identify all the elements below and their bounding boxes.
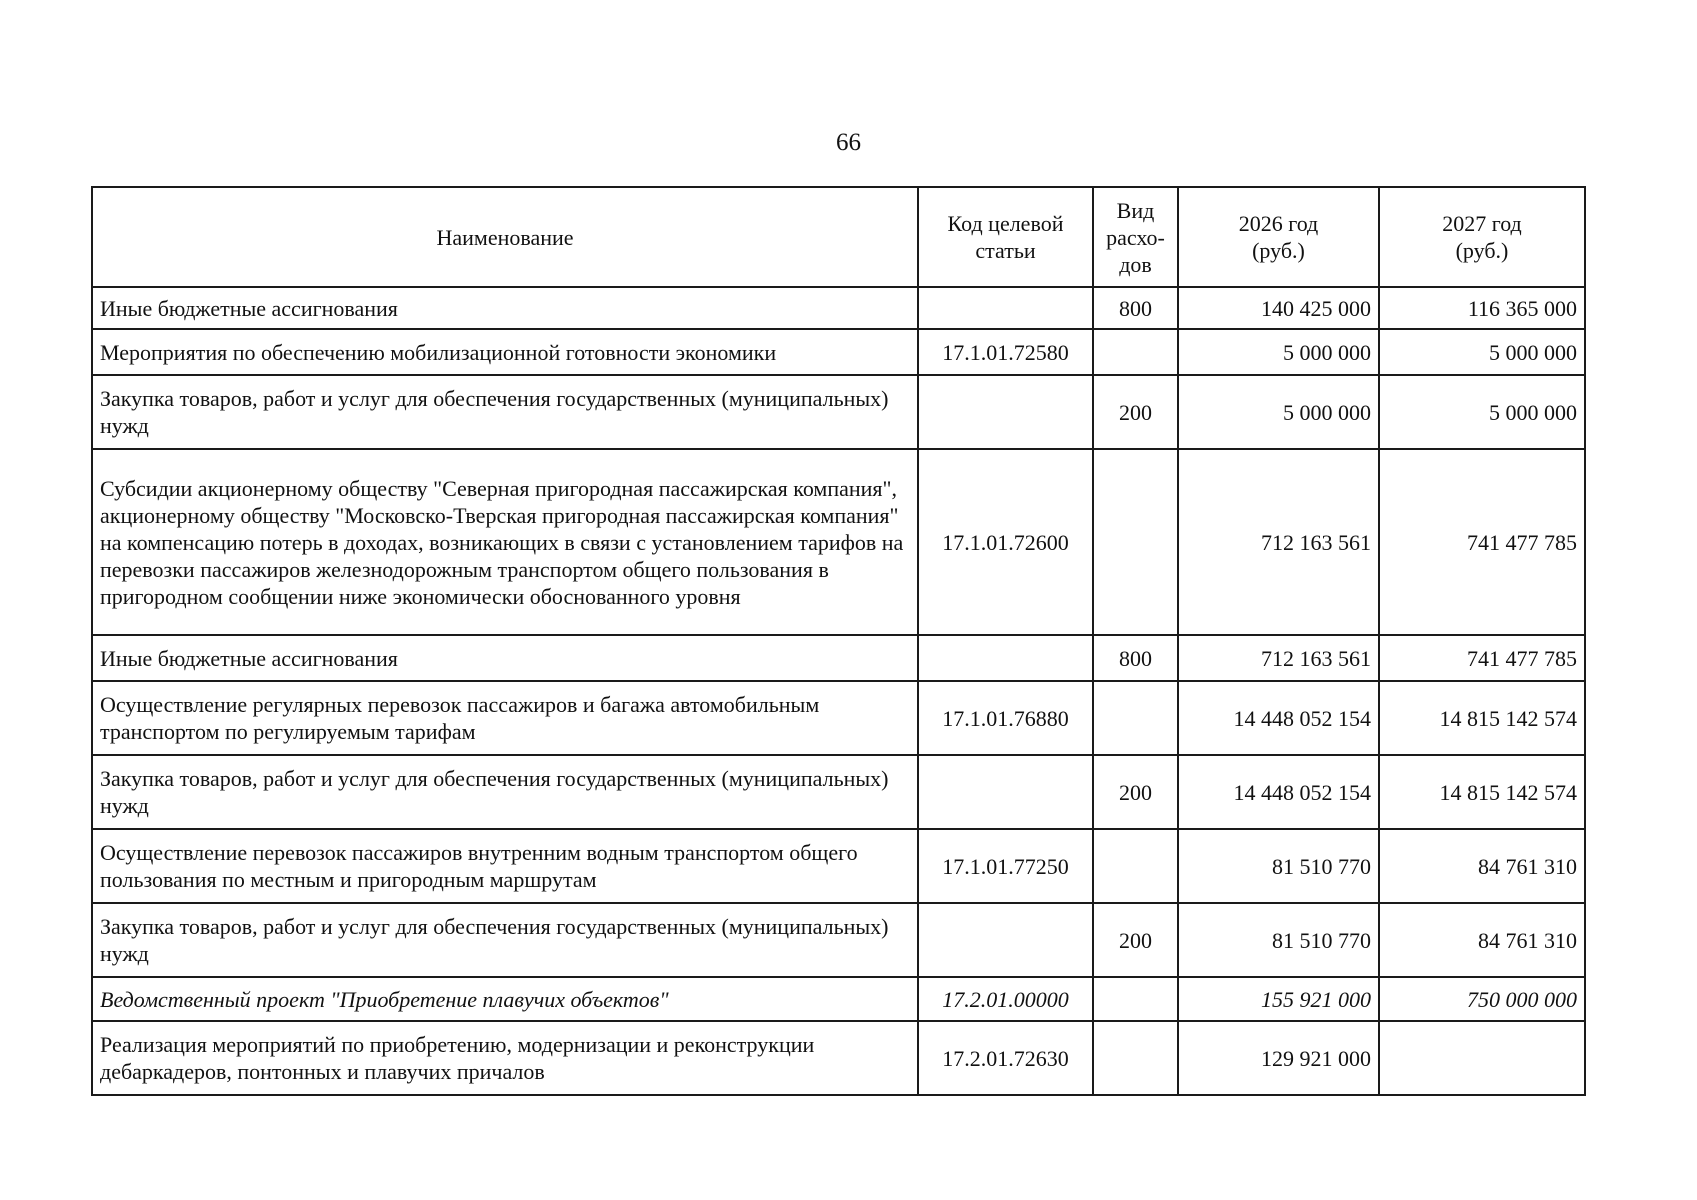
table-row	[92, 375, 1585, 449]
table-row	[92, 903, 1585, 977]
header-kind-line2: расхо-	[1106, 224, 1165, 250]
row-code	[918, 755, 1093, 829]
header-2027	[1379, 187, 1585, 287]
row-amount-2027: 116 365 000	[1379, 287, 1585, 329]
row-amount-2027: 750 000 000	[1379, 977, 1585, 1021]
row-amount-2026: 81 510 770	[1178, 903, 1379, 977]
table-header-row	[92, 187, 1585, 287]
row-amount-2026: 712 163 561	[1178, 449, 1379, 635]
table-row	[92, 449, 1585, 635]
header-2026-line2: (руб.)	[1252, 238, 1305, 263]
row-amount-2027	[1379, 1021, 1585, 1095]
row-name: Осуществление перевозок пассажиров внутренним водным транспортом общего пользования по местным и пригородным маршрутам	[92, 829, 918, 903]
table-row	[92, 287, 1585, 329]
row-kind: 800	[1093, 287, 1178, 329]
row-code: 17.1.01.76880	[918, 681, 1093, 755]
row-kind	[1093, 977, 1178, 1021]
row-amount-2026: 140 425 000	[1178, 287, 1379, 329]
row-amount-2026: 14 448 052 154	[1178, 681, 1379, 755]
row-name: Мероприятия по обеспечению мобилизационной готовности экономики	[92, 329, 918, 375]
row-amount-2027: 5 000 000	[1379, 329, 1585, 375]
budget-table	[91, 186, 1586, 1096]
row-code	[918, 903, 1093, 977]
row-code: 17.1.01.77250	[918, 829, 1093, 903]
row-kind: 800	[1093, 635, 1178, 681]
table-row	[92, 681, 1585, 755]
row-amount-2027: 14 815 142 574	[1379, 755, 1585, 829]
row-name: Субсидии акционерному обществу "Северная пригородная пассажирская компания", акционерному обществу "Московско-Тверская пригородная пассажирская компания" на компенсацию потерь в доходах, возникающих в связи с установлением тарифов на перевозки пассажиров железнодорожным транспортом общего пользования в пригородном сообщении ниже экономически обоснованного уровня	[92, 449, 918, 635]
table-row	[92, 635, 1585, 681]
header-kind	[1093, 187, 1178, 287]
row-amount-2026: 5 000 000	[1178, 329, 1379, 375]
table-row	[92, 829, 1585, 903]
row-amount-2026: 81 510 770	[1178, 829, 1379, 903]
row-amount-2027: 741 477 785	[1379, 449, 1585, 635]
header-2027-line1: 2027 год	[1442, 211, 1522, 236]
row-code: 17.1.01.72580	[918, 329, 1093, 375]
row-code: 17.2.01.00000	[918, 977, 1093, 1021]
row-name: Закупка товаров, работ и услуг для обеспечения государственных (муниципальных) нужд	[92, 903, 918, 977]
row-code	[918, 287, 1093, 329]
row-kind	[1093, 329, 1178, 375]
row-amount-2027: 14 815 142 574	[1379, 681, 1585, 755]
header-2026-line1: 2026 год	[1238, 211, 1319, 236]
header-code-line1: Код целевой	[947, 211, 1064, 236]
row-kind	[1093, 681, 1178, 755]
header-kind-line1: Вид	[1116, 197, 1155, 223]
row-code: 17.2.01.72630	[918, 1021, 1093, 1095]
row-amount-2026: 155 921 000	[1178, 977, 1379, 1021]
table-row	[92, 329, 1585, 375]
row-amount-2026: 5 000 000	[1178, 375, 1379, 449]
row-amount-2026: 14 448 052 154	[1178, 755, 1379, 829]
row-name: Иные бюджетные ассигнования	[92, 287, 918, 329]
row-kind	[1093, 829, 1178, 903]
row-code	[918, 375, 1093, 449]
row-kind: 200	[1093, 375, 1178, 449]
row-amount-2026: 712 163 561	[1178, 635, 1379, 681]
row-code: 17.1.01.72600	[918, 449, 1093, 635]
row-code	[918, 635, 1093, 681]
row-name: Закупка товаров, работ и услуг для обеспечения государственных (муниципальных) нужд	[92, 375, 918, 449]
row-kind: 200	[1093, 903, 1178, 977]
row-name: Иные бюджетные ассигнования	[92, 635, 918, 681]
row-name: Осуществление регулярных перевозок пассажиров и багажа автомобильным транспортом по регулируемым тарифам	[92, 681, 918, 755]
row-kind: 200	[1093, 755, 1178, 829]
row-kind	[1093, 449, 1178, 635]
table-row	[92, 977, 1585, 1021]
row-kind	[1093, 1021, 1178, 1095]
header-kind-line3: дов	[1119, 251, 1152, 277]
row-amount-2027: 84 761 310	[1379, 829, 1585, 903]
header-2026	[1178, 187, 1379, 287]
header-2027-line2: (руб.)	[1455, 238, 1509, 263]
header-code-line2: статьи	[975, 238, 1036, 263]
table-row	[92, 755, 1585, 829]
row-name: Ведомственный проект "Приобретение плавучих объектов"	[92, 977, 918, 1021]
row-amount-2026: 129 921 000	[1178, 1021, 1379, 1095]
row-name: Закупка товаров, работ и услуг для обеспечения государственных (муниципальных) нужд	[92, 755, 918, 829]
row-name: Реализация мероприятий по приобретению, модернизации и реконструкции дебаркадеров, понтонных и плавучих причалов	[92, 1021, 918, 1095]
table-row	[92, 1021, 1585, 1095]
page-number: 66	[836, 129, 861, 156]
header-name	[92, 187, 918, 287]
row-amount-2027: 84 761 310	[1379, 903, 1585, 977]
row-amount-2027: 741 477 785	[1379, 635, 1585, 681]
header-code	[918, 187, 1093, 287]
header-name-label: Наименование	[436, 224, 574, 250]
row-amount-2027: 5 000 000	[1379, 375, 1585, 449]
